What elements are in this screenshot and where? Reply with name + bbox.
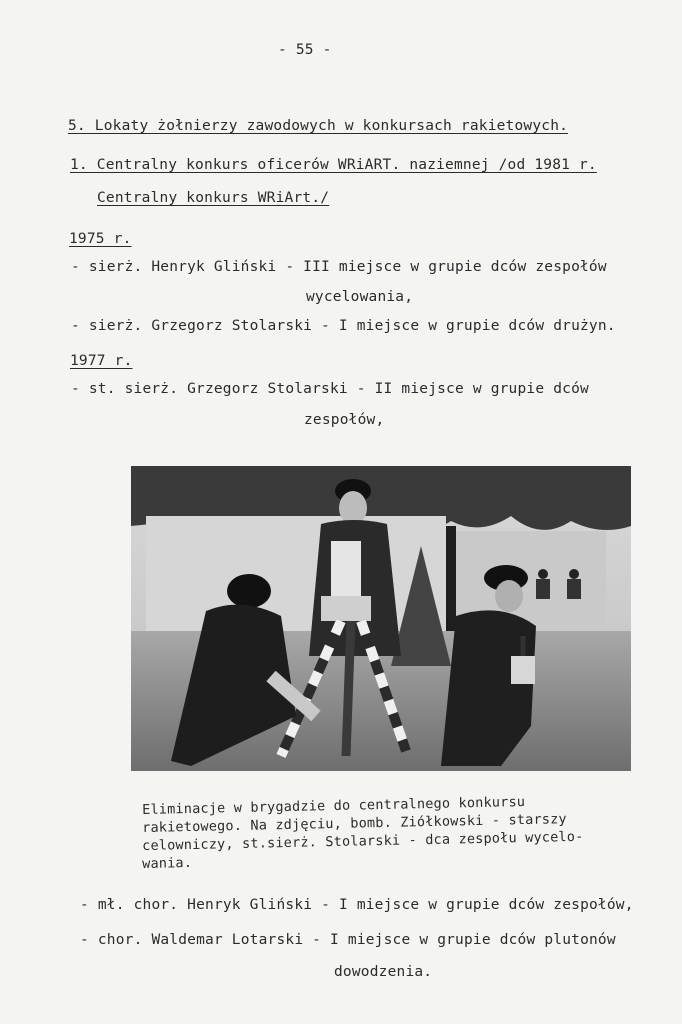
photograph: [131, 466, 631, 771]
year-heading-1977: 1977 r.: [70, 353, 133, 369]
entry-line-continued: dowodzenia.: [334, 964, 433, 980]
page-number: - 55 -: [278, 42, 332, 58]
entry-line: - mł. chor. Henryk Gliński - I miejsce w grupie dców zespołów,: [80, 897, 634, 913]
entry-line: - chor. Waldemar Lotarski - I miejsce w grupie dców plutonów: [80, 932, 616, 948]
subsection-line-1: 1. Centralny konkurs oficerów WRiART. naziemnej /od 1981 r.: [70, 157, 597, 173]
entry-line: - sierż. Henryk Gliński - III miejsce w grupie dców zespołów: [71, 259, 607, 275]
entry-line: - st. sierż. Grzegorz Stolarski - II miejsce w grupie dców: [71, 381, 589, 397]
subsection-line-2: Centralny konkurs WRiArt./: [97, 190, 330, 206]
entry-line-continued: wycelowania,: [306, 289, 414, 305]
year-heading-1975: 1975 r.: [69, 231, 132, 247]
section-heading: 5. Lokaty żołnierzy zawodowych w konkursach rakietowych.: [68, 118, 569, 134]
photo-caption-line-3: celowniczy, st.sierż. Stolarski - dca zespołu wycelo-: [142, 828, 584, 854]
photograph-image: [131, 466, 631, 771]
photo-caption-line-1: Eliminacje w brygadzie do centralnego konkursu: [142, 793, 526, 818]
photo-caption-line-2: rakietowego. Na zdjęciu, bomb. Ziółkowski - starszy: [142, 811, 567, 836]
photo-caption-line-4: wania.: [142, 854, 193, 872]
entry-line-continued: zespołów,: [304, 412, 385, 428]
entry-line: - sierż. Grzegorz Stolarski - I miejsce w grupie dców drużyn.: [71, 318, 616, 334]
